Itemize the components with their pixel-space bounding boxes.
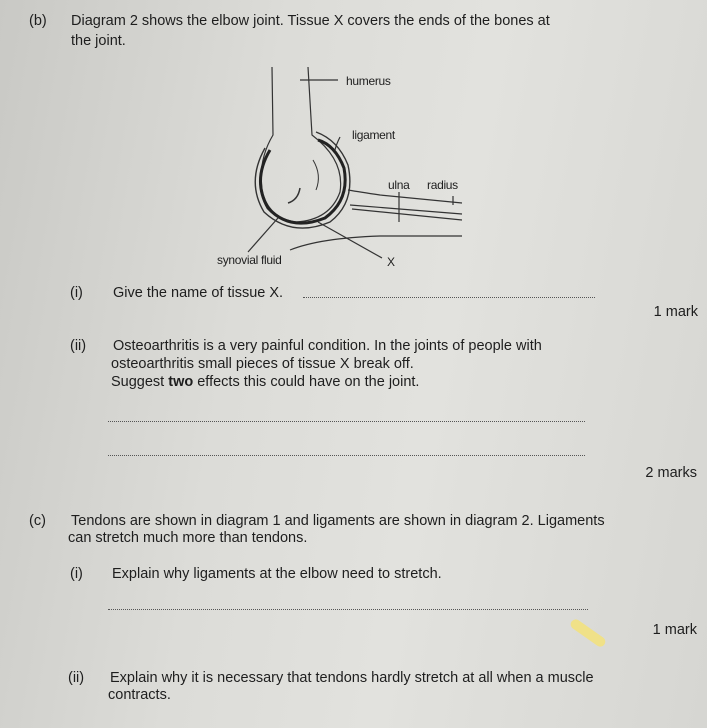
marks: 1 mark: [652, 622, 697, 638]
part-b-intro-line: Diagram 2 shows the elbow joint. Tissue X covers the ends of the bones at: [71, 13, 550, 29]
label-x: X: [387, 255, 395, 269]
answer-line[interactable]: [108, 609, 588, 610]
answer-line[interactable]: [108, 455, 585, 456]
part-c-label: (c): [29, 513, 46, 529]
answer-line[interactable]: [108, 421, 585, 422]
answer-line[interactable]: [303, 297, 595, 298]
question-text: osteoarthritis small pieces of tissue X break off.: [111, 356, 414, 372]
label-ligament: ligament: [352, 128, 395, 142]
part-c-intro-line: can stretch much more than tendons.: [68, 530, 308, 546]
marks: 1 mark: [653, 304, 698, 320]
label-humerus: humerus: [346, 74, 391, 88]
label-synovial-fluid: synovial fluid: [217, 253, 282, 267]
question-number: (ii): [70, 338, 87, 354]
label-ulna: ulna: [388, 178, 410, 192]
question-text: Explain why ligaments at the elbow need to stretch.: [112, 566, 442, 582]
part-b-intro-line: the joint.: [71, 33, 126, 49]
question-text: [111, 374, 419, 391]
question-text: Give the name of tissue X.: [113, 285, 284, 301]
question-text: contracts.: [108, 687, 171, 703]
part-b-label: (b): [29, 13, 47, 29]
question-number: (i): [70, 285, 83, 301]
question-text: Explain why it is necessary that tendons hardly stretch at all when a muscle: [110, 670, 594, 686]
question-number: (i): [70, 566, 83, 582]
marks: 2 marks: [645, 465, 697, 481]
part-c-intro-line: Tendons are shown in diagram 1 and ligaments are shown in diagram 2. Ligaments: [71, 513, 605, 529]
text: Suggest: [111, 374, 169, 390]
question-text: Osteoarthritis is a very painful condition. In the joints of people with: [113, 338, 542, 354]
question-number: (ii): [68, 670, 85, 686]
bold-text: two: [168, 374, 194, 390]
label-radius: radius: [427, 178, 458, 192]
text: effects this could have on the joint.: [193, 374, 420, 390]
